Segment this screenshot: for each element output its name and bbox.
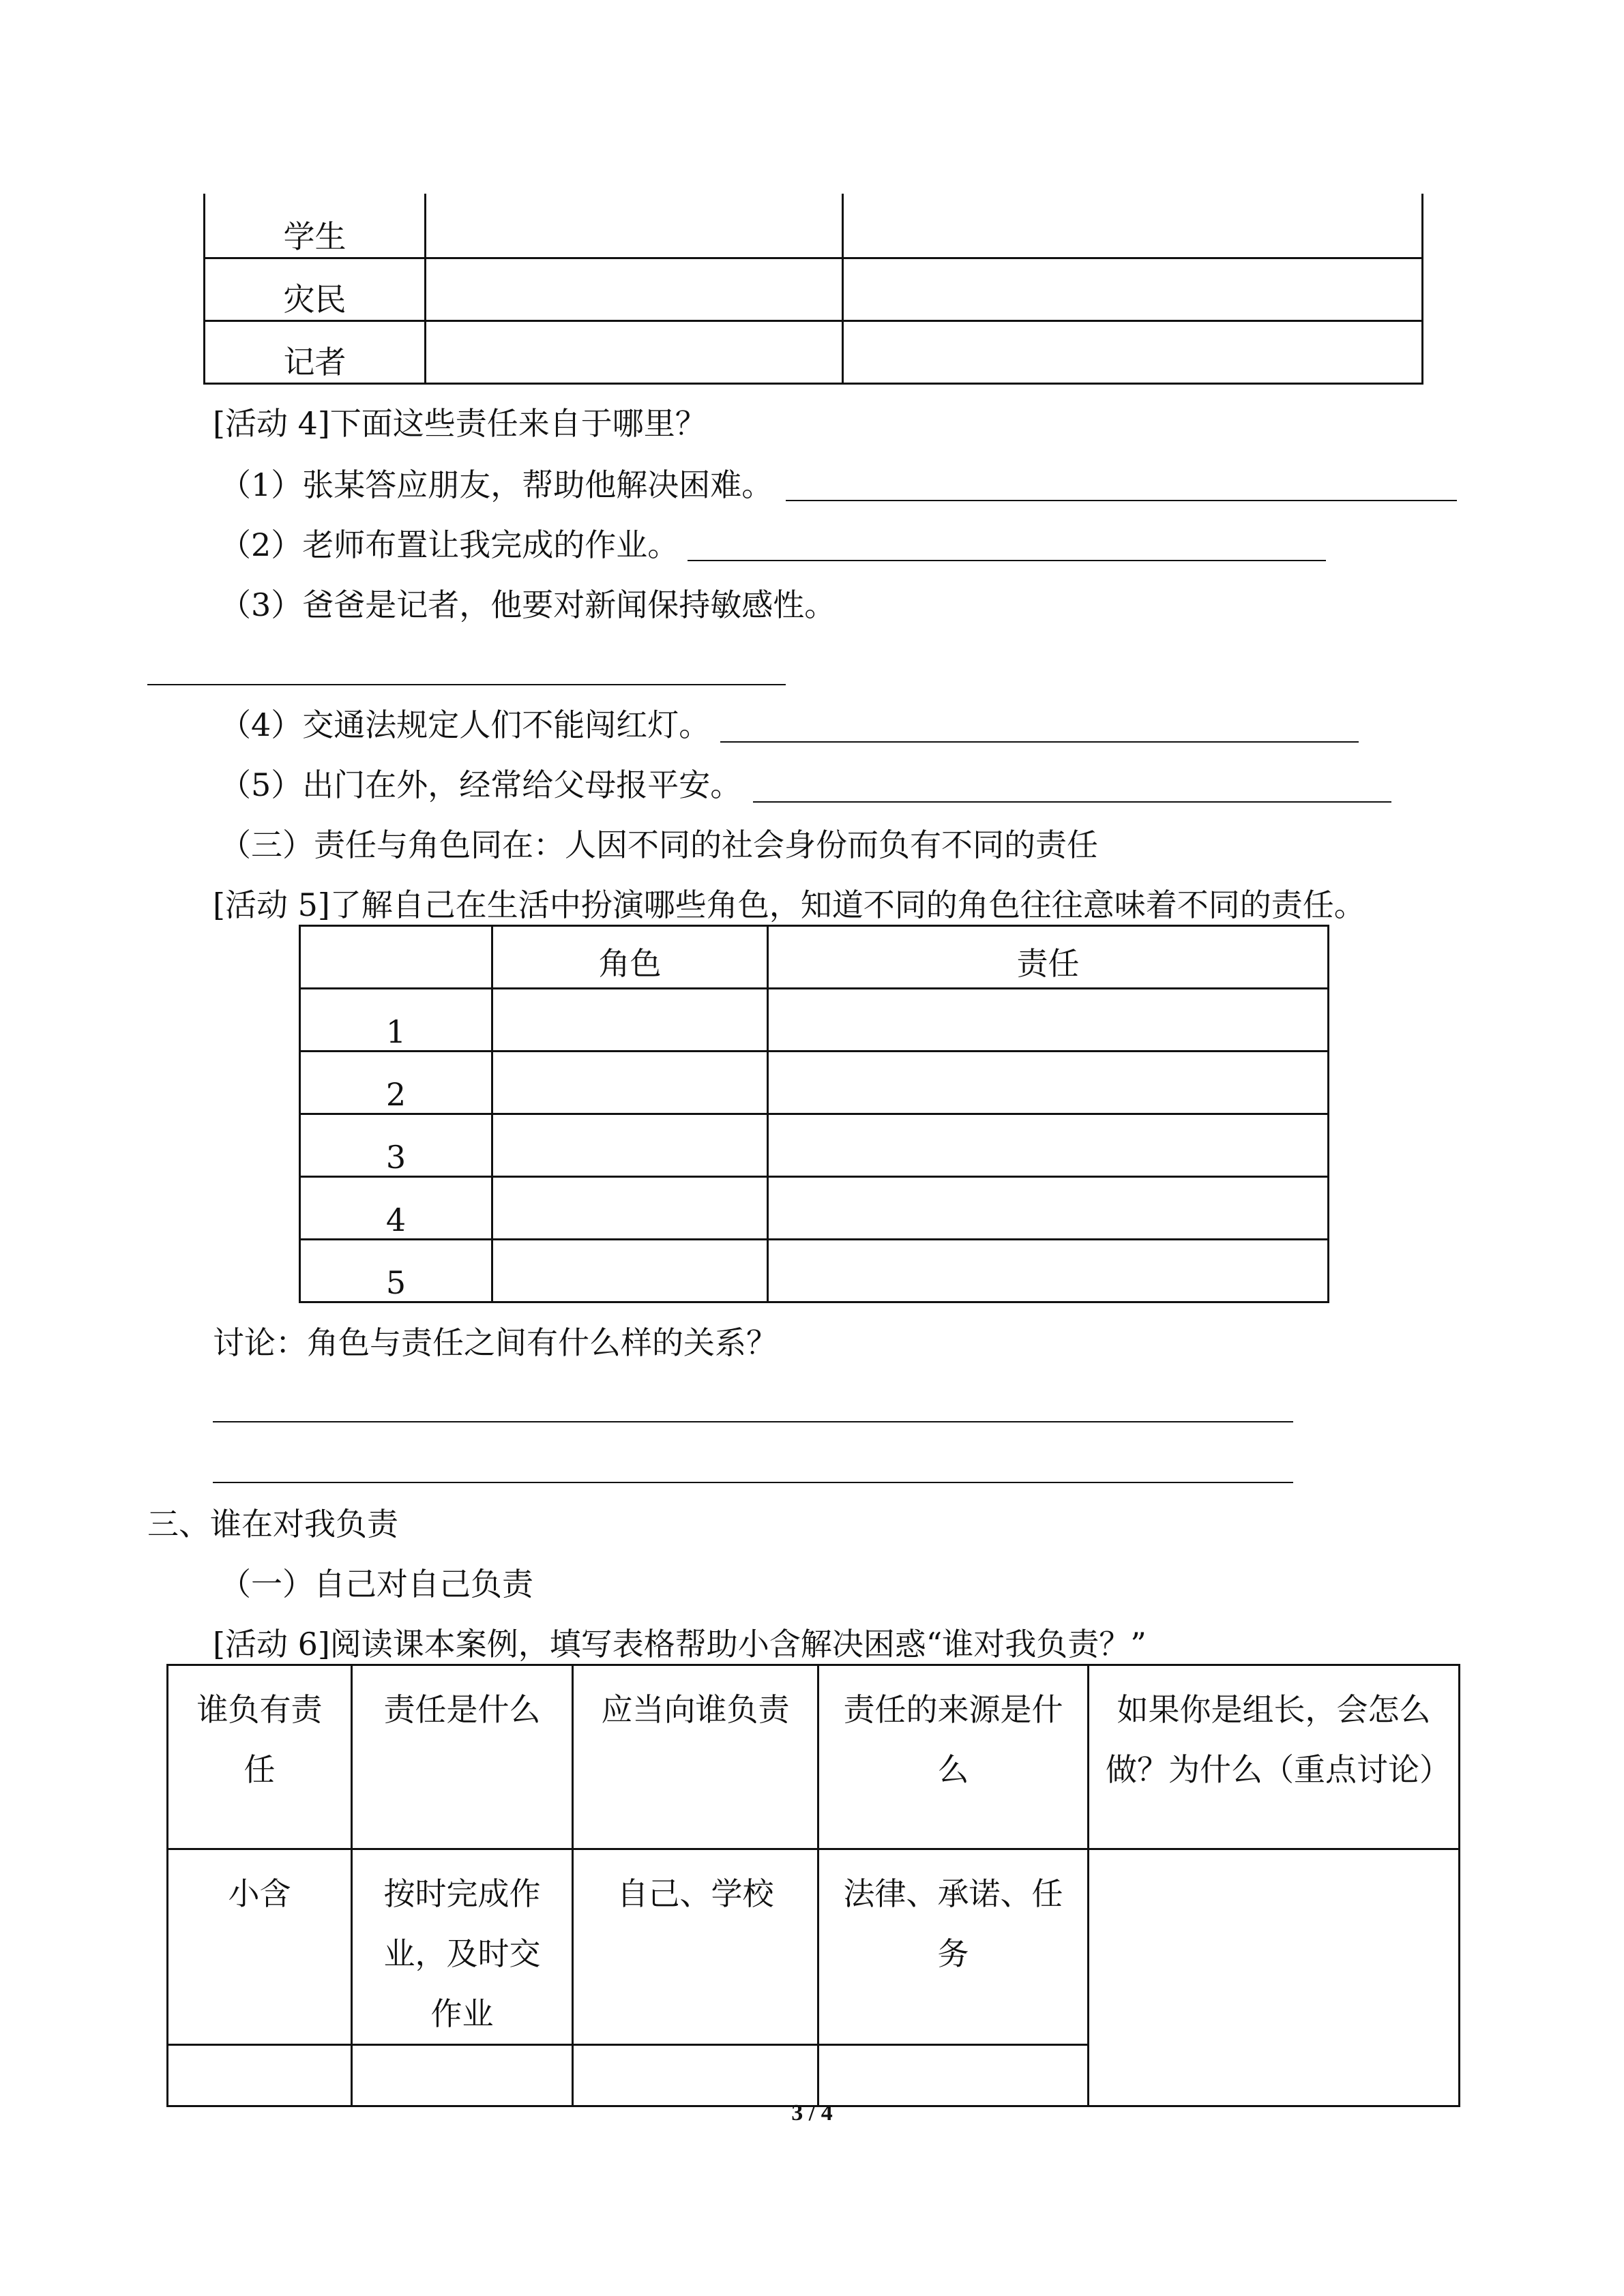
activity6-title: [活动 6]阅读课本案例，填写表格帮助小含解决困惑“谁对我负责？” — [213, 1626, 1147, 1663]
header-cell-role: 角色 — [492, 926, 768, 989]
blank-cell[interactable] — [843, 320, 1423, 383]
blank-cell[interactable] — [492, 1177, 768, 1240]
table-row — [300, 1240, 1329, 1302]
row-number: 4 — [300, 1177, 492, 1240]
discussion-line-1[interactable] — [213, 1421, 1293, 1422]
answer-line-1[interactable] — [786, 500, 1457, 501]
table-row — [300, 989, 1329, 1052]
table-row — [205, 320, 1423, 383]
blank-cell[interactable] — [768, 1177, 1329, 1240]
blank-cell[interactable] — [426, 320, 843, 383]
section-3-subtitle-1: （一）自己对自己负责 — [220, 1566, 533, 1602]
header-cell — [300, 926, 492, 989]
cell-what: 按时完成作业，及时交作业 — [352, 1849, 573, 2045]
header-if-leader: 如果你是组长，会怎么做？为什么（重点讨论） — [1089, 1665, 1460, 1849]
cell-source: 法律、承诺、任务 — [818, 1849, 1089, 2045]
header-to-whom: 应当向谁负责 — [573, 1665, 818, 1849]
blank-cell[interactable] — [843, 194, 1423, 258]
blank-cell[interactable] — [426, 258, 843, 320]
discussion-question: 讨论：角色与责任之间有什么样的关系？ — [213, 1324, 778, 1361]
blank-cell[interactable] — [426, 194, 843, 258]
roles-table — [299, 925, 1329, 1303]
table-row — [300, 1114, 1329, 1177]
activity4-item-5: （5）出门在外，经常给父母报平安。 — [220, 766, 742, 803]
row-number: 2 — [300, 1052, 492, 1114]
row-number: 1 — [300, 989, 492, 1052]
activity4-item-1: （1）张某答应朋友，帮助他解决困难。 — [220, 466, 773, 503]
activity4-title: [活动 4]下面这些责任来自于哪里？ — [213, 405, 707, 442]
answer-line-4[interactable] — [720, 741, 1359, 743]
blank-cell[interactable] — [768, 989, 1329, 1052]
role-cell: 灾民 — [205, 258, 426, 320]
cell-leader-answer[interactable] — [1089, 1849, 1460, 2106]
blank-cell[interactable] — [768, 1052, 1329, 1114]
blank-cell[interactable] — [818, 2045, 1089, 2106]
table-row — [205, 194, 1423, 258]
blank-cell[interactable] — [843, 258, 1423, 320]
answer-line-3[interactable] — [147, 684, 786, 685]
role-cell: 学生 — [205, 194, 426, 258]
activity4-item-2: （2）老师布置让我完成的作业。 — [220, 526, 679, 563]
page-number: 3 / 4 — [791, 2100, 833, 2126]
blank-cell[interactable] — [492, 1114, 768, 1177]
section-title-3: 三、谁在对我负责 — [147, 1506, 398, 1542]
table-row — [300, 1052, 1329, 1114]
header-who: 谁负有责任 — [168, 1665, 352, 1849]
blank-cell[interactable] — [573, 2045, 818, 2106]
row-number: 3 — [300, 1114, 492, 1177]
header-cell-duty: 责任 — [768, 926, 1329, 989]
blank-cell[interactable] — [168, 2045, 352, 2106]
cell-who: 小含 — [168, 1849, 352, 2045]
table-row — [168, 1849, 1460, 2045]
header-what: 责任是什么 — [352, 1665, 573, 1849]
blank-cell[interactable] — [492, 1240, 768, 1302]
answer-line-2[interactable] — [688, 560, 1326, 561]
table-row — [300, 1177, 1329, 1240]
activity4-item-3: （3）爸爸是记者，他要对新闻保持敏感性。 — [220, 586, 836, 623]
table-header-row — [300, 926, 1329, 989]
blank-cell[interactable] — [492, 989, 768, 1052]
responsibility-table — [166, 1664, 1460, 2107]
activity4-item-4: （4）交通法规定人们不能闯红灯。 — [220, 706, 711, 743]
blank-cell[interactable] — [492, 1052, 768, 1114]
blank-cell[interactable] — [768, 1114, 1329, 1177]
table-row — [205, 258, 1423, 320]
table-header-row — [168, 1665, 1460, 1849]
section-subtitle-3: （三）责任与角色同在：人因不同的社会身份而负有不同的责任 — [220, 826, 1098, 863]
roles-continuation-table — [203, 194, 1423, 385]
blank-cell[interactable] — [768, 1240, 1329, 1302]
blank-cell[interactable] — [352, 2045, 573, 2106]
answer-line-5[interactable] — [753, 801, 1391, 803]
header-source: 责任的来源是什么 — [818, 1665, 1089, 1849]
discussion-line-2[interactable] — [213, 1482, 1293, 1483]
activity5-title: [活动 5]了解自己在生活中扮演哪些角色，知道不同的角色往往意味着不同的责任。 — [213, 886, 1365, 923]
cell-to-whom: 自己、学校 — [573, 1849, 818, 2045]
row-number: 5 — [300, 1240, 492, 1302]
role-cell: 记者 — [205, 320, 426, 383]
